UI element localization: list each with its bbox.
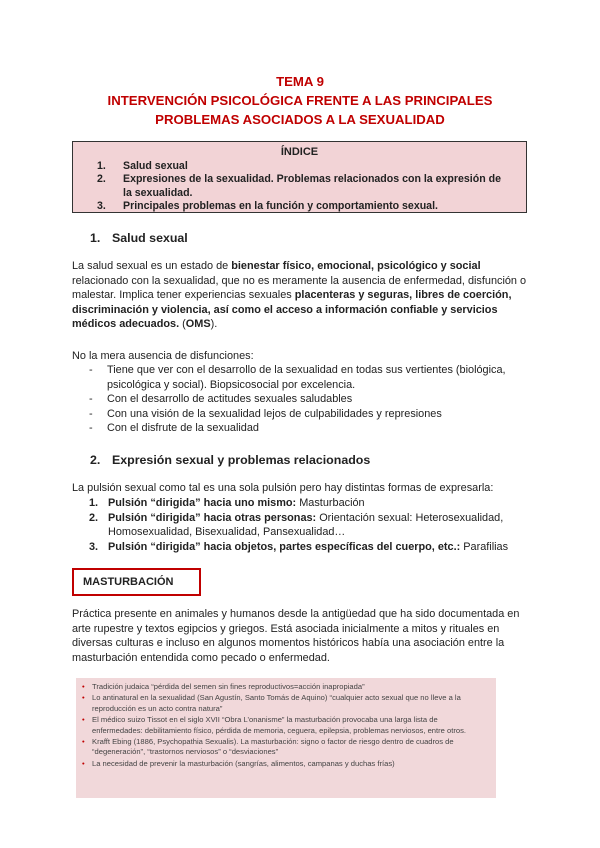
historical-notes-list <box>76 678 496 769</box>
list-item: • El médico suizo Tissot en el siglo XVII “Obra L’onanisme” la masturbación provocaba una larga lista de enfermedades: debilitamiento físico, pérdida de memoria, ceguera, epilepsia, problemas nerviosos, entre otros. <box>82 715 466 735</box>
index-title: ÍNDICE <box>280 146 319 158</box>
doc-title-line1: TEMA 9 <box>276 74 324 89</box>
index-item: 2. Expresiones de la sexualidad. Problemas relacionados con la expresión de la sexualidad. <box>97 173 501 199</box>
index-item: 1. Salud sexual <box>97 160 188 172</box>
index-item: 3. Principales problemas en la función y comportamiento sexual. <box>97 200 438 213</box>
section1-dash-list <box>72 363 532 436</box>
list-item: 3. Pulsión “dirigida” hacia objetos, partes específicas del cuerpo, etc.: Parafilias <box>89 540 509 553</box>
section2-intro: La pulsión sexual como tal es una sola pulsión pero hay distintas formas de expresarla: <box>72 482 494 494</box>
doc-title-line2: INTERVENCIÓN PSICOLÓGICA FRENTE A LAS PRINCIPALES <box>107 93 493 108</box>
masturbacion-paragraph: Práctica presente en animales y humanos desde la antigüedad que ha sido documentada en arte rupestre y textos egipcios y griegos. Está asociada inicialmente a mitos y rituales en diversas culturas e incluso en algunos momentos históricos había una asociación entre la masturbación entendida como pecado o enfermedad. <box>72 608 520 664</box>
section2-list <box>72 496 532 554</box>
doc-title-line3: PROBLEMAS ASOCIADOS A LA SEXUALIDAD <box>155 112 445 127</box>
list-item: - Tiene que ver con el desarrollo de la sexualidad en todas sus vertientes (biológica, psicológica y social). Biopsicosocial por excelencia. <box>89 364 506 391</box>
list-item: • Tradición judaica “pérdida del semen sin fines reproductivos=acción inapropiada” <box>82 682 365 691</box>
list-item: 2. Pulsión “dirigida” hacia otras personas: Orientación sexual: Heterosexualidad, Homosexualidad, Bisexualidad, Pansexualidad… <box>89 511 504 539</box>
list-item: - Con una visión de la sexualidad lejos de culpabilidades y represiones <box>89 407 442 420</box>
historical-notes-panel <box>76 678 496 798</box>
section1-paragraph: La salud sexual es un estado de bienestar físico, emocional, psicológico y social relacionado con la sexualidad, que no es meramente la ausencia de enfermedad, disfunción o malestar. Implica tener experiencias sexuales placenteras y seguras, libres de coerción, discriminación y violencia, así como el acceso a información confiable y servicios médicos adecuados. (OMS). <box>72 260 527 331</box>
masturbacion-label-box: MASTURBACIÓN <box>72 568 201 596</box>
list-item: • La necesidad de prevenir la masturbación (sangrías, alimentos, campanas y duchas frías) <box>82 758 395 768</box>
list-item: • Lo antinatural en la sexualidad (San Agustín, Santo Tomás de Aquino) “cualquier acto sexual que no lleve a la reproducción es un acto contra natura” <box>82 693 461 713</box>
index-list <box>73 160 526 214</box>
section1-subtitle: No la mera ausencia de disfunciones: <box>72 350 254 362</box>
list-item: - Con el desarrollo de actitudes sexuales saludables <box>89 393 353 406</box>
index-box <box>72 141 527 213</box>
list-item: • Krafft Ebing (1886, Psychopathia Sexualis). La masturbación: signo o factor de riesgo dentro de cuadros de “degeneración”, “trastornos nerviosos” o “desviaciones” <box>82 737 454 757</box>
list-item: 1. Pulsión “dirigida” hacia uno mismo: Masturbación <box>89 497 365 509</box>
list-item: - Con el disfrute de la sexualidad <box>89 422 259 435</box>
